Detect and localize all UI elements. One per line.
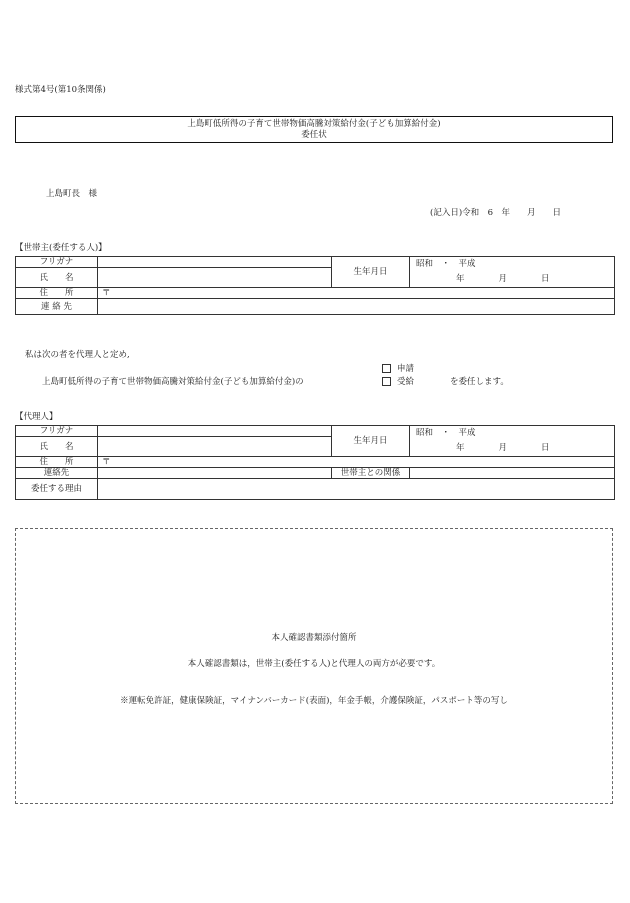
form-subtitle: 委任状 xyxy=(301,130,327,140)
option-apply[interactable] xyxy=(382,362,414,374)
agent-address-field[interactable] xyxy=(98,457,615,468)
agent-contact-field[interactable] xyxy=(98,468,332,479)
date-units: 年 月 日 xyxy=(456,274,550,284)
option-receive-label: 受給 xyxy=(397,377,415,387)
agent-section-heading: 【代理人】 xyxy=(15,412,58,422)
addressee: 上島町長 様 xyxy=(46,189,98,199)
agent-name-label: 氏 名 xyxy=(16,437,98,457)
agent-birthdate-label: 生年月日 xyxy=(332,426,410,457)
furigana-label: フリガナ xyxy=(16,257,98,268)
statement-suffix: を委任します。 xyxy=(450,377,509,387)
reason-label: 委任する理由 xyxy=(16,479,98,500)
agent-contact-label: 連絡先 xyxy=(16,468,98,479)
agent-furigana-label: フリガナ xyxy=(16,426,98,437)
date-line: (記入日)令和 6 年 月 日 xyxy=(430,208,562,218)
head-address-field[interactable] xyxy=(98,288,615,299)
statement-line1: 私は次の者を代理人と定め, xyxy=(25,350,130,360)
option-apply-label: 申請 xyxy=(397,364,415,374)
agent-date-units: 年 月 日 xyxy=(456,443,550,453)
name-label: 氏 名 xyxy=(16,268,98,288)
relation-label: 世帯主との関係 xyxy=(332,468,410,479)
id-box-note: 本人確認書類は，世帯主(委任する人)と代理人の両方が必要です。 xyxy=(187,659,441,669)
head-section-heading: 【世帯主(委任する人)】 xyxy=(15,243,107,253)
checkbox-receive[interactable] xyxy=(382,377,391,386)
option-receive[interactable] xyxy=(382,375,414,387)
form-number: 様式第4号(第10条関係) xyxy=(15,85,106,95)
birthdate-label: 生年月日 xyxy=(332,257,410,288)
relation-field[interactable] xyxy=(410,468,615,479)
form-title: 上島町低所得の子育て世帯物価高騰対策給付金(子ども加算給付金) xyxy=(187,119,441,129)
id-box-examples: ※運転免許証，健康保険証，マイナンバーカード(表面)，年金手帳，介護保険証，パスポート等の写し xyxy=(120,696,508,706)
title-box xyxy=(15,116,613,143)
contact-label: 連 絡 先 xyxy=(16,299,98,315)
statement-purpose: 上島町低所得の子育て世帯物価高騰対策給付金(子ども加算給付金)の xyxy=(42,377,304,387)
agent-table xyxy=(15,425,615,500)
checkbox-apply[interactable] xyxy=(382,364,391,373)
id-box-title: 本人確認書類添付箇所 xyxy=(271,633,357,643)
agent-furigana-field[interactable] xyxy=(98,426,332,437)
id-attachment-box xyxy=(15,528,613,804)
head-birthdate-field[interactable] xyxy=(410,257,615,288)
head-table xyxy=(15,256,615,315)
agent-postal-mark: 〒 xyxy=(102,457,111,467)
head-name-field[interactable] xyxy=(98,268,332,288)
address-label: 住 所 xyxy=(16,288,98,299)
postal-mark: 〒 xyxy=(102,288,111,298)
agent-address-label: 住 所 xyxy=(16,457,98,468)
era-options: 昭和 ・ 平成 xyxy=(416,259,476,269)
reason-field[interactable] xyxy=(98,479,615,500)
agent-birthdate-field[interactable] xyxy=(410,426,615,457)
head-contact-field[interactable] xyxy=(98,299,615,315)
agent-name-field[interactable] xyxy=(98,437,332,457)
agent-era-options: 昭和 ・ 平成 xyxy=(416,428,476,438)
head-furigana-field[interactable] xyxy=(98,257,332,268)
